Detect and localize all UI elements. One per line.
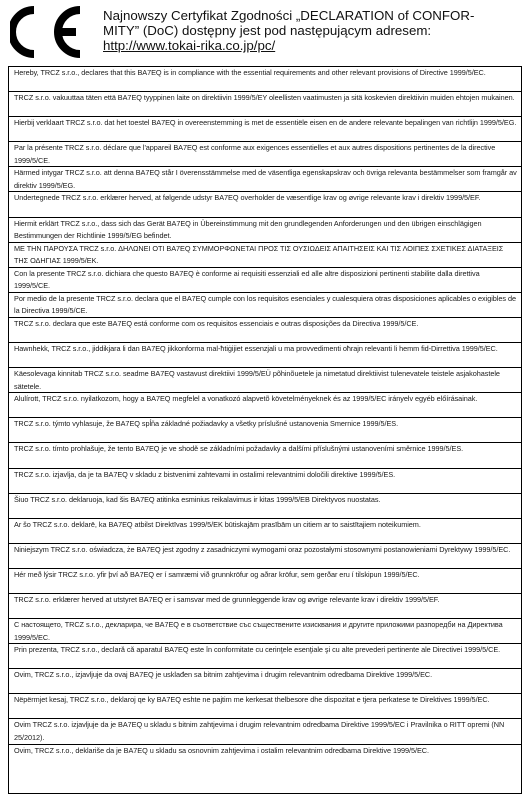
- ce-mark-logo: [10, 4, 88, 60]
- declaration-row: TRCZ s.r.o. týmto vyhlasuje, že BA7EQ spĺňa základné požiadavky a všetky príslušné ustanovenia Smernice 1999/5/ES.: [9, 418, 521, 443]
- declaration-row: Ar šo TRCZ s.r.o. deklarē, ka BA7EQ atbilst Direktīvas 1999/5/EK būtiskajām prasībām un citiem ar to saistītajiem noteikumiem.: [9, 519, 521, 544]
- declarations-table: [8, 66, 522, 794]
- declaration-row: Hierbij verklaart TRCZ s.r.o. dat het toestel BA7EQ in overeenstemming is met de essentiële eisen en de andere relevante bepalingen van richtlijn 1999/5/EG.: [9, 117, 521, 142]
- declaration-row: Šiuo TRCZ s.r.o. deklaruoja, kad šis BA7EQ atitinka esminius reikalavimus ir kitas 1999/5/EB Direktyvos nuostatas.: [9, 494, 521, 519]
- declaration-row: Hiermit erklärt TRCZ s.r.o., dass sich das Gerät BA7EQ in Übereinstimmung mit den grundlegenden Anforderungen und den übrigen einschlägigen Bestimmungen der Richtlinie 1999/5/EG befindet.: [9, 218, 521, 243]
- declaration-row: ΜΕ ΤΗΝ ΠΑΡΟΥΣΑ TRCZ s.r.o. ΔΗΛΩΝΕΙ ΟΤΙ BA7EQ ΣΥΜΜΟΡΦΩΝΕΤΑΙ ΠΡΟΣ ΤΙΣ ΟΥΣΙΩΔΕΙΣ ΑΠΑΙΤΗΣΕΙΣ ΚΑΙ ΤΙΣ ΛΟΙΠΕΣ ΣΧΕΤΙΚΕΣ ΔΙΑΤΑΞΕΙΣ ΤΗΣ ΟΔΗΓΙΑΣ 1999/5/ΕΚ.: [9, 243, 521, 268]
- declaration-row: Käesolevaga kinnitab TRCZ s.r.o. seadme BA7EQ vastavust direktiivi 1999/5/EÜ põhinõuetele ja nimetatud direktiivist tulenevatele teistele asjakohastele sätetele.: [9, 368, 521, 393]
- declaration-row: С настоящето, TRCZ s.r.o., декларира, че BA7EQ е в съответствие със съществените изисквания и другите приложими разпоредби на Директива 1999/5/ЕС.: [9, 619, 521, 644]
- note-line-2: MITY” (DoC) dostępny jest pod następującym adresem:: [103, 23, 432, 38]
- declaration-row: Hawnhekk, TRCZ s.r.o., jiddikjara li dan BA7EQ jikkonforma mal-ħtiġijiet essenzjali u ma provvedimenti oħrajn relevanti li hemm fid-Dirrettiva 1999/5/EC.: [9, 343, 521, 368]
- declaration-row: Niniejszym TRCZ s.r.o. oświadcza, że BA7EQ jest zgodny z zasadniczymi wymogami oraz pozostałymi stosownymi postanowieniami Dyrektywy 1999/5/EC.: [9, 544, 521, 569]
- note-line-1: Najnowszy Certyfikat Zgodności „DECLARATION of CONFOR-: [103, 8, 475, 23]
- declaration-row: TRCZ s.r.o. tímto prohlašuje, že tento BA7EQ je ve shodě se základními požadavky a dalšími příslušnými ustanoveními směrnice 1999/5/ES.: [9, 443, 521, 468]
- declaration-row: Undertegnede TRCZ s.r.o. erklærer herved, at følgende udstyr BA7EQ overholder de væsentlige krav og øvrige relevante krav i direktiv 1999/5/EF.: [9, 192, 521, 217]
- declaration-row: TRCZ s.r.o. declara que este BA7EQ está conforme com os requisitos essenciais e outras disposições da Directiva 1999/5/CE.: [9, 318, 521, 343]
- declaration-row: TRCZ s.r.o. izjavlja, da je ta BA7EQ v skladu z bistvenimi zahtevami in ostalimi relevantnimi določili direktive 1999/5/ES.: [9, 469, 521, 494]
- declaration-row: Par la présente TRCZ s.r.o. déclare que l'appareil BA7EQ est conforme aux exigences essentielles et aux autres dispositions pertinentes de la directive 1999/5/CE.: [9, 142, 521, 167]
- declaration-row: Alulírott, TRCZ s.r.o. nyilatkozom, hogy a BA7EQ megfelel a vonatkozó alapvetõ követelményeknek és az 1999/5/EC irányelv egyéb előírásainak.: [9, 393, 521, 418]
- declaration-row: Hereby, TRCZ s.r.o., declares that this BA7EQ is in compliance with the essential requirements and other relevant provisions of Directive 1999/5/EC.: [9, 67, 521, 92]
- declaration-row: Ovim, TRCZ s.r.o., deklariše da je BA7EQ u skladu sa osnovnim zahtjevima i ostalim relevantnim odredbama Direktive 1999/5/EC.: [14, 745, 429, 755]
- declaration-row: Ovim TRCZ s.r.o. izjavljuje da je BA7EQ u skladu s bitnim zahtjevima i drugim relevantnim odredbama Direktive 1999/5/EC i Pravilnika o RITT opremi (NN 25/2012).: [9, 719, 521, 744]
- doc-url-link[interactable]: http://www.tokai-rika.co.jp/pc/: [103, 38, 276, 53]
- declaration-row: Nëpërmjet kesaj, TRCZ s.r.o., deklaroj qe ky BA7EQ eshte ne pajtim me kerkesat thelbesore dhe dispozitat e tjera perkatese te Direktives 1999/5/EC.: [9, 694, 521, 719]
- declaration-row: Con la presente TRCZ s.r.o. dichiara che questo BA7EQ è conforme ai requisiti essenziali ed alle altre disposizioni pertinenti stabilite dalla direttiva 1999/5/CE.: [9, 268, 521, 293]
- declaration-row: Prin prezenta, TRCZ s.r.o., declară că aparatul BA7EQ este în conformitate cu cerinţele esenţiale şi cu alte prevederi pertinente ale Directivei 1999/5/CE.: [9, 644, 521, 669]
- declaration-row: Hér með lýsir TRCZ s.r.o. yfir því að BA7EQ er í samræmi við grunnkröfur og aðrar kröfur, sem gerðar eru í tilskipun 1999/5/EC.: [9, 569, 521, 594]
- declaration-row: Por medio de la presente TRCZ s.r.o. declara que el BA7EQ cumple con los requisitos esenciales y cualesquiera otras disposiciones aplicables o exigibles de la Directiva 1999/5/CE.: [9, 293, 521, 318]
- declaration-row: Härmed intygar TRCZ s.r.o. att denna BA7EQ står I överensstämmelse med de väsentliga egenskapskrav och övriga relevanta bestämmelser som framgår av direktiv 1999/5/EG.: [9, 167, 521, 192]
- declaration-row: TRCZ s.r.o. vakuuttaa täten että BA7EQ tyyppinen laite on direktiivin 1999/5/EY oleellisten vaatimusten ja sitä koskevien direktiivin muiden ehtojen mukainen.: [9, 92, 521, 117]
- declaration-row: Ovim, TRCZ s.r.o., izjavljuje da ovaj BA7EQ je usklađen sa bitnim zahtjevima i drugim relevantnim odredbama Direktive 1999/5/EC.: [9, 669, 521, 694]
- declaration-row: TRCZ s.r.o. erklærer herved at utstyret BA7EQ er i samsvar med de grunnleggende krav og øvrige relevante krav i direktiv 1999/5/EF.: [9, 594, 521, 619]
- doc-availability-note: [103, 8, 519, 53]
